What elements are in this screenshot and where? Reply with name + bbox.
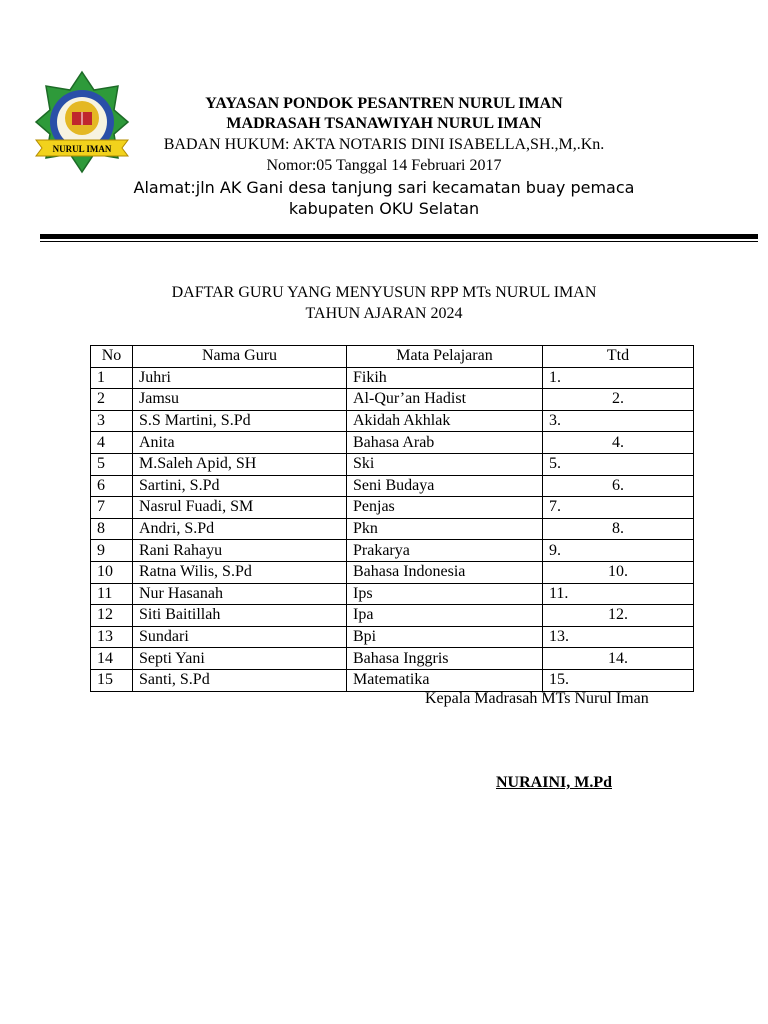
cell-no: 13 bbox=[91, 626, 133, 648]
cell-teacher-name: Septi Yani bbox=[133, 648, 347, 670]
table-row bbox=[91, 367, 694, 389]
cell-no: 11 bbox=[91, 583, 133, 605]
cell-signature: 1. bbox=[543, 367, 694, 389]
cell-no: 1 bbox=[91, 367, 133, 389]
cell-subject: Bahasa Indonesia bbox=[347, 561, 543, 583]
cell-no: 14 bbox=[91, 648, 133, 670]
cell-no: 5 bbox=[91, 453, 133, 475]
table-header-row bbox=[91, 346, 694, 368]
letterhead-divider-thin bbox=[40, 241, 758, 242]
cell-teacher-name: Sundari bbox=[133, 626, 347, 648]
cell-signature: 7. bbox=[543, 497, 694, 519]
table-row bbox=[91, 518, 694, 540]
cell-signature: 6. bbox=[543, 475, 694, 497]
cell-signature: 11. bbox=[543, 583, 694, 605]
cell-subject: Fikih bbox=[347, 367, 543, 389]
cell-teacher-name: Anita bbox=[133, 432, 347, 454]
table-row bbox=[91, 497, 694, 519]
cell-subject: Ski bbox=[347, 453, 543, 475]
cell-teacher-name: Sartini, S.Pd bbox=[133, 475, 347, 497]
cell-signature: 4. bbox=[543, 432, 694, 454]
document-title: DAFTAR GURU YANG MENYUSUN RPP MTs NURUL IMAN bbox=[171, 284, 597, 301]
table-row bbox=[91, 561, 694, 583]
table-row bbox=[91, 410, 694, 432]
foundation-name: YAYASAN PONDOK PESANTREN NURUL IMAN bbox=[205, 95, 563, 112]
cell-subject: Bpi bbox=[347, 626, 543, 648]
column-header-subject: Mata Pelajaran bbox=[347, 346, 543, 368]
cell-subject: Prakarya bbox=[347, 540, 543, 562]
cell-teacher-name: Nur Hasanah bbox=[133, 583, 347, 605]
table-row bbox=[91, 389, 694, 411]
column-header-no: No bbox=[91, 346, 133, 368]
cell-subject: Matematika bbox=[347, 669, 543, 691]
table-row bbox=[91, 432, 694, 454]
cell-teacher-name: Ratna Wilis, S.Pd bbox=[133, 561, 347, 583]
cell-no: 12 bbox=[91, 605, 133, 627]
cell-signature: 13. bbox=[543, 626, 694, 648]
cell-subject: Pkn bbox=[347, 518, 543, 540]
table-row bbox=[91, 648, 694, 670]
cell-teacher-name: M.Saleh Apid, SH bbox=[133, 453, 347, 475]
cell-subject: Penjas bbox=[347, 497, 543, 519]
legal-entity: BADAN HUKUM: AKTA NOTARIS DINI ISABELLA,SH.,M,.Kn. bbox=[163, 136, 605, 153]
cell-no: 2 bbox=[91, 389, 133, 411]
cell-subject: Ipa bbox=[347, 605, 543, 627]
cell-signature: 5. bbox=[543, 453, 694, 475]
cell-teacher-name: Andri, S.Pd bbox=[133, 518, 347, 540]
cell-no: 10 bbox=[91, 561, 133, 583]
cell-signature: 10. bbox=[543, 561, 694, 583]
cell-teacher-name: Santi, S.Pd bbox=[133, 669, 347, 691]
document-subtitle: TAHUN AJARAN 2024 bbox=[305, 305, 463, 322]
column-header-signature: Ttd bbox=[543, 346, 694, 368]
table-row bbox=[91, 475, 694, 497]
table-row bbox=[91, 583, 694, 605]
cell-teacher-name: Nasrul Fuadi, SM bbox=[133, 497, 347, 519]
cell-no: 3 bbox=[91, 410, 133, 432]
cell-teacher-name: Juhri bbox=[133, 367, 347, 389]
cell-teacher-name: Rani Rahayu bbox=[133, 540, 347, 562]
table-row bbox=[91, 453, 694, 475]
address-line-1: Alamat:jln AK Gani desa tanjung sari kecamatan buay pemaca bbox=[133, 178, 635, 197]
cell-signature: 8. bbox=[543, 518, 694, 540]
cell-subject: Akidah Akhlak bbox=[347, 410, 543, 432]
cell-subject: Al-Qur’an Hadist bbox=[347, 389, 543, 411]
cell-no: 4 bbox=[91, 432, 133, 454]
signatory-name: NURAINI, M.Pd bbox=[496, 774, 612, 791]
cell-subject: Bahasa Arab bbox=[347, 432, 543, 454]
column-header-name: Nama Guru bbox=[133, 346, 347, 368]
cell-signature: 9. bbox=[543, 540, 694, 562]
cell-no: 6 bbox=[91, 475, 133, 497]
signatory-position: Kepala Madrasah MTs Nurul Iman bbox=[425, 690, 649, 707]
madrasah-name: MADRASAH TSANAWIYAH NURUL IMAN bbox=[226, 115, 542, 132]
table-row bbox=[91, 605, 694, 627]
address-line-2: kabupaten OKU Selatan bbox=[288, 199, 480, 218]
table-row bbox=[91, 669, 694, 691]
cell-signature: 2. bbox=[543, 389, 694, 411]
cell-subject: Bahasa Inggris bbox=[347, 648, 543, 670]
cell-no: 7 bbox=[91, 497, 133, 519]
cell-no: 15 bbox=[91, 669, 133, 691]
decree-number: Nomor:05 Tanggal 14 Februari 2017 bbox=[266, 157, 502, 174]
cell-no: 8 bbox=[91, 518, 133, 540]
cell-signature: 14. bbox=[543, 648, 694, 670]
table-row bbox=[91, 540, 694, 562]
cell-teacher-name: Jamsu bbox=[133, 389, 347, 411]
cell-signature: 12. bbox=[543, 605, 694, 627]
cell-no: 9 bbox=[91, 540, 133, 562]
letterhead-divider bbox=[40, 234, 758, 239]
cell-subject: Seni Budaya bbox=[347, 475, 543, 497]
table-row bbox=[91, 626, 694, 648]
cell-teacher-name: S.S Martini, S.Pd bbox=[133, 410, 347, 432]
cell-teacher-name: Siti Baitillah bbox=[133, 605, 347, 627]
cell-subject: Ips bbox=[347, 583, 543, 605]
teacher-table bbox=[90, 345, 694, 692]
cell-signature: 15. bbox=[543, 669, 694, 691]
cell-signature: 3. bbox=[543, 410, 694, 432]
logo-text: NURUL IMAN bbox=[52, 144, 112, 154]
